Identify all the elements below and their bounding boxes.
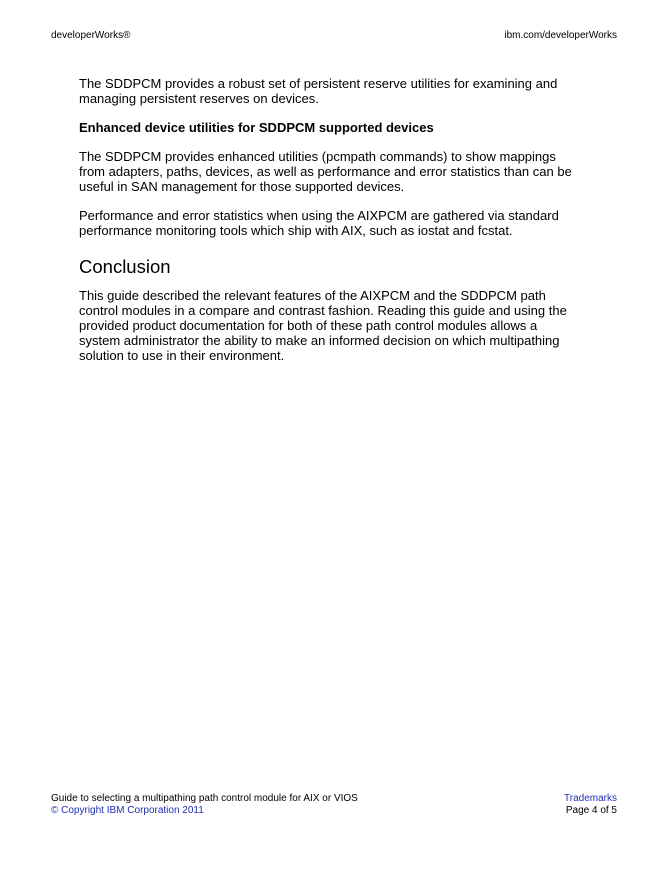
- paragraph-persistent-reserve: The SDDPCM provides a robust set of persistent reserve utilities for examining and managing persistent reserves on devices.: [79, 76, 558, 106]
- document-body: [79, 76, 579, 377]
- paragraph-conclusion: This guide described the relevant features of the AIXPCM and the SDDPCM path control modules in a compare and contrast fashion. Reading this guide and using the provided product documentation for both of these path control modules allows a system administrator the ability to make an informed decision on which multipathing solution to use in their environment.: [79, 288, 567, 363]
- paragraph-aixpcm-statistics: Performance and error statistics when using the AIXPCM are gathered via standard performance monitoring tools which ship with AIX, such as iostat and fcstat.: [79, 208, 559, 238]
- page-number: Page 4 of 5: [565, 805, 617, 816]
- paragraph-pcmpath-utilities: The SDDPCM provides enhanced utilities (pcmpath commands) to show mappings from adapters, paths, devices, as well as performance and error statistics than can be useful in SAN management for those supported devices.: [79, 149, 572, 194]
- header-site-url: ibm.com/developerWorks: [504, 30, 617, 41]
- trademarks-link[interactable]: Trademarks: [564, 793, 617, 804]
- section-heading-conclusion: Conclusion: [79, 256, 171, 277]
- page-footer: [51, 793, 617, 823]
- header-brand: developerWorks®: [51, 30, 131, 41]
- subheading-enhanced-utilities: Enhanced device utilities for SDDPCM supported devices: [79, 120, 434, 135]
- footer-document-title: Guide to selecting a multipathing path control module for AIX or VIOS: [51, 793, 358, 804]
- page-header: [51, 29, 617, 43]
- copyright-link[interactable]: © Copyright IBM Corporation 2011: [51, 805, 204, 816]
